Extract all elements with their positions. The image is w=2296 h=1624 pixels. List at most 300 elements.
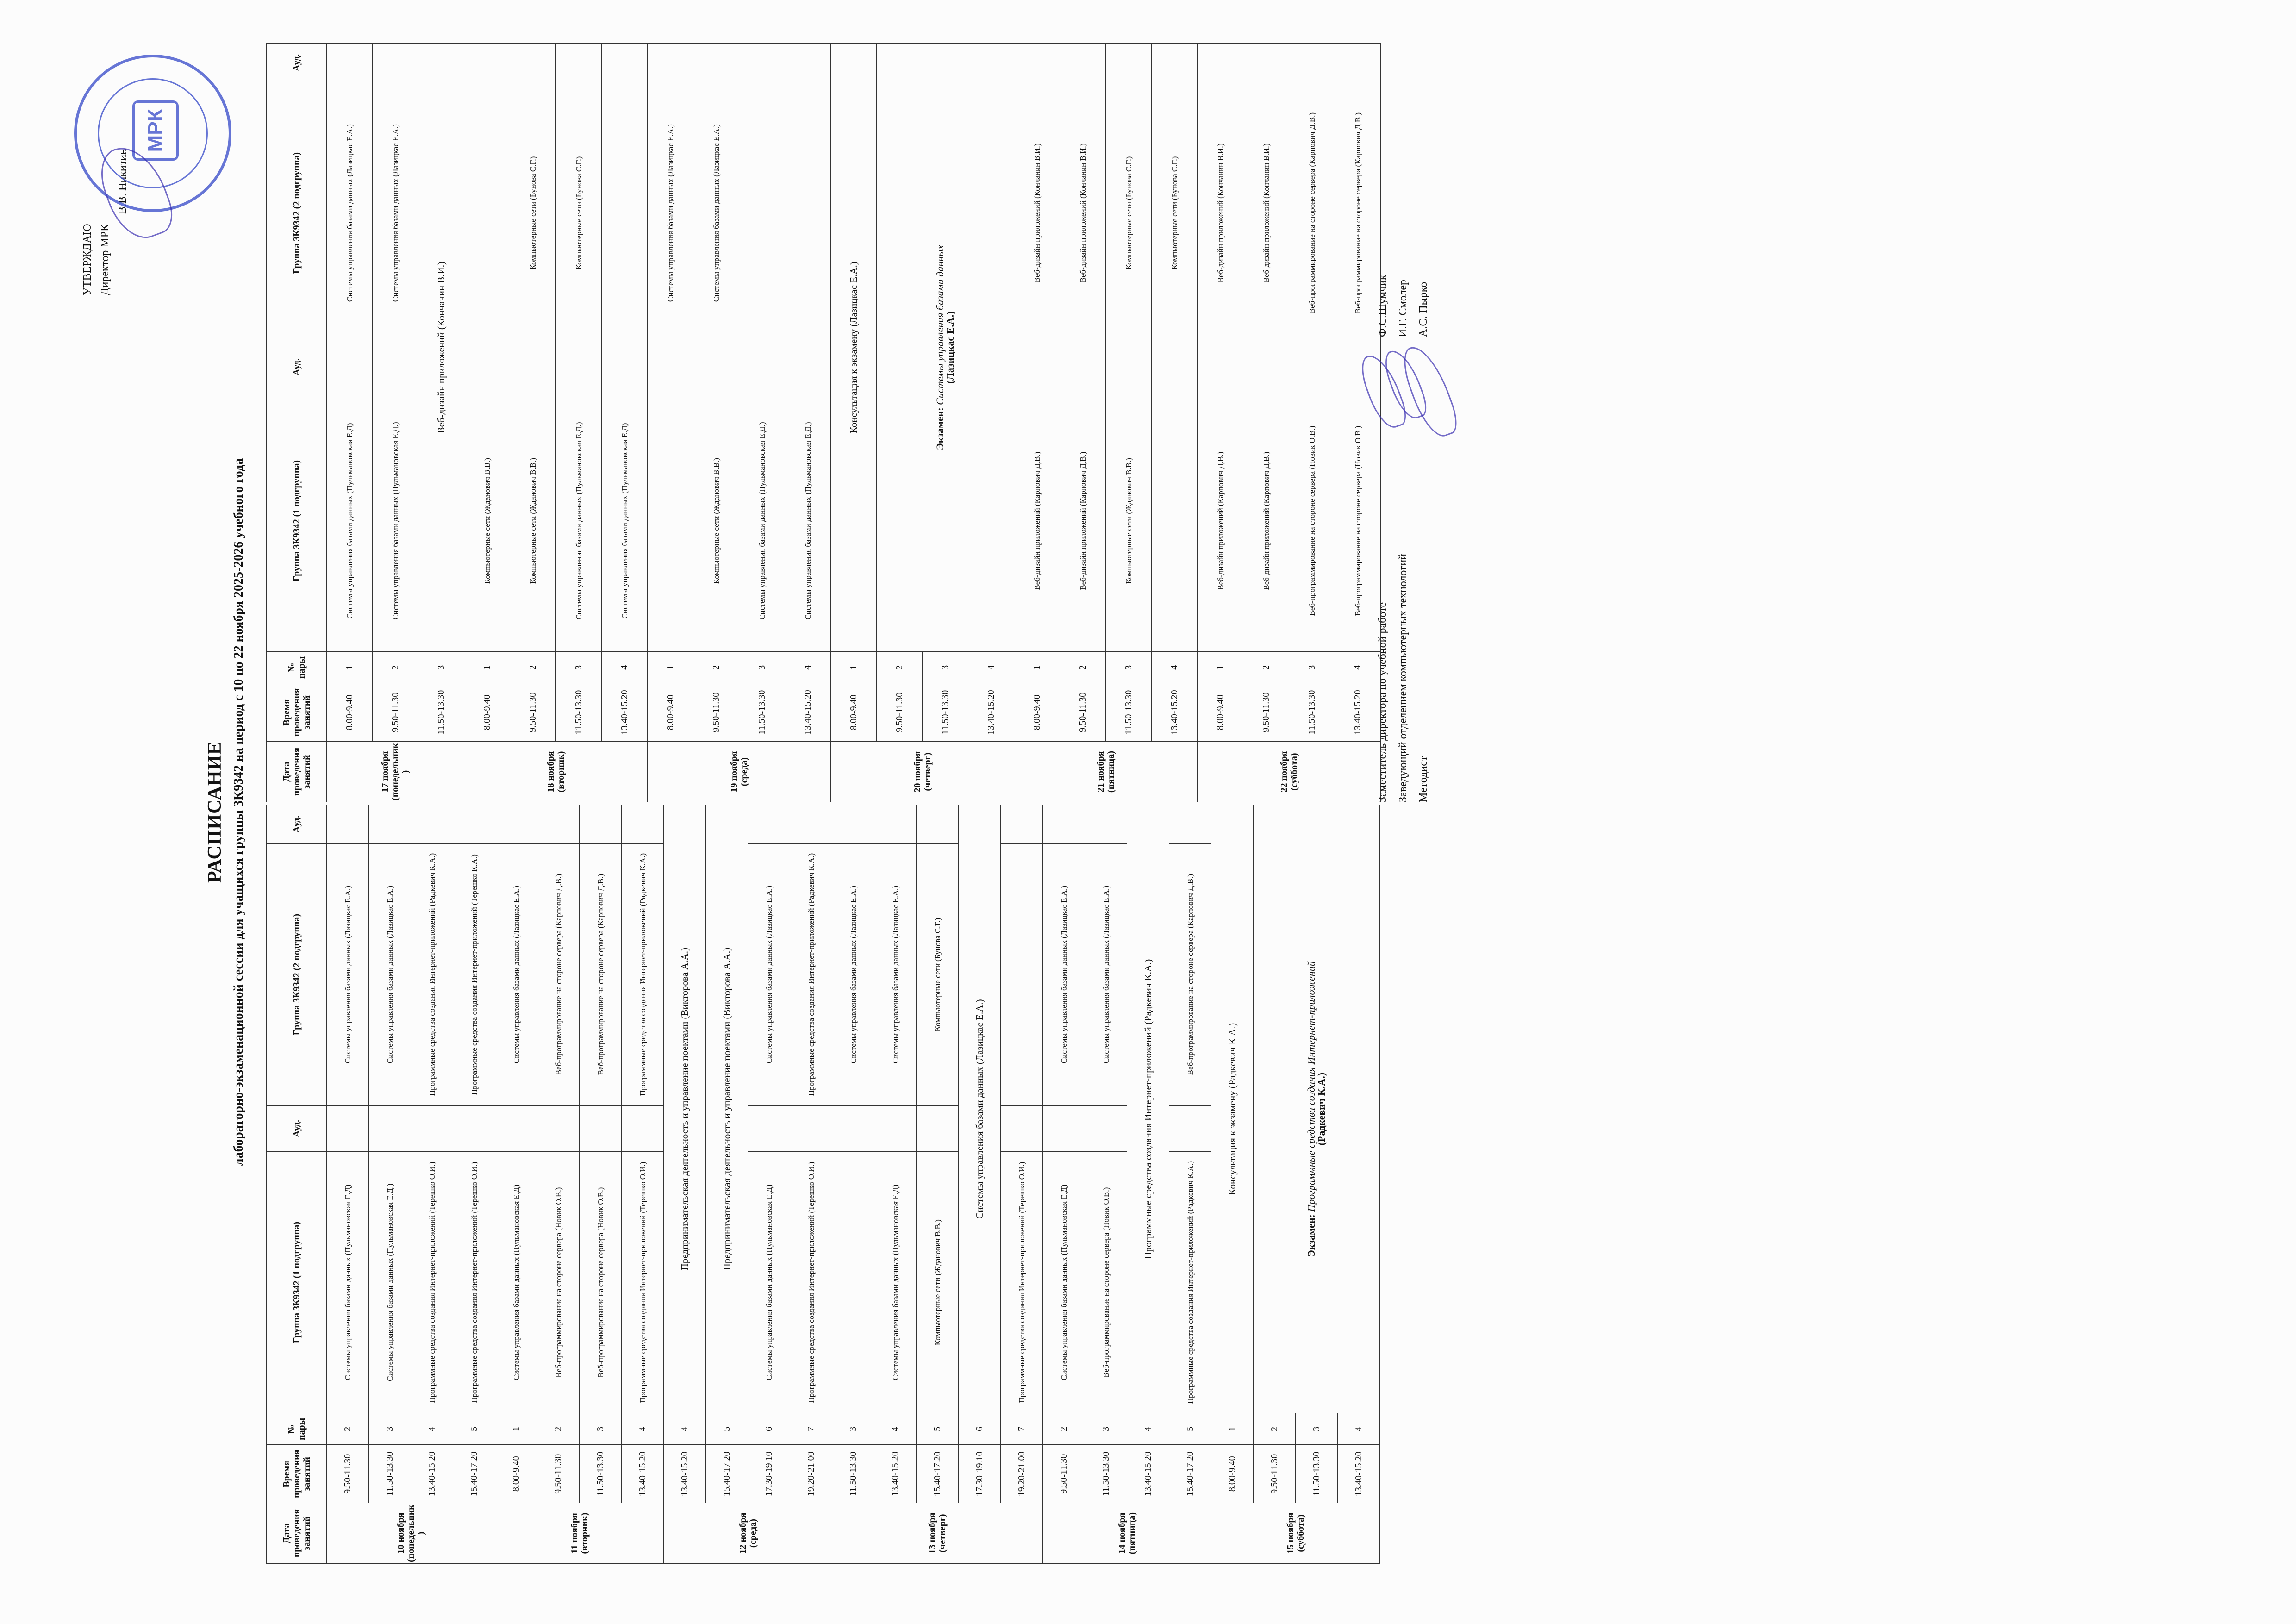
room-cell <box>510 344 556 390</box>
room-cell <box>693 44 739 82</box>
group1-lesson-cell: Системы управления базами данных (Пульмановская Е.Д) <box>748 1151 790 1413</box>
table-row <box>1127 805 1169 1564</box>
room-cell <box>1243 44 1289 82</box>
room-cell <box>580 805 622 844</box>
group2-lesson-cell: Веб-программирование на стороне сервера (Карпович Д.В.) <box>1289 82 1335 344</box>
room-cell <box>1043 1106 1085 1151</box>
pair-cell: 5 <box>1169 1413 1211 1445</box>
pair-cell: 2 <box>537 1413 580 1445</box>
table-row <box>369 805 411 1564</box>
room-cell <box>1106 344 1152 390</box>
time-cell: 13.40-15.20 <box>1338 1445 1380 1503</box>
day-cell: 13 ноября (четверг) <box>832 1503 1043 1564</box>
day-cell: 12 ноября (среда) <box>664 1503 832 1564</box>
col-time: Время проведения занятий <box>267 683 327 742</box>
room-cell <box>495 805 537 844</box>
room-cell <box>1198 44 1243 82</box>
time-cell: 13.40-15.20 <box>874 1445 917 1503</box>
day-cell: 22 ноября (суббота) <box>1198 742 1381 802</box>
group1-lesson-cell: Системы управления базами данных (Пульмановская Е.Д) <box>602 390 648 652</box>
room-cell <box>1106 44 1152 82</box>
pair-cell: 1 <box>495 1413 537 1445</box>
room-cell <box>874 805 917 844</box>
room-cell <box>1289 44 1335 82</box>
table-row <box>411 805 453 1564</box>
group2-lesson-cell: Компьютерные сети (Бунова С.Г.) <box>510 82 556 344</box>
group1-lesson-cell: Веб-программирование на стороне сервера (Новик О.В.) <box>1289 390 1335 652</box>
group2-lesson-cell: Системы управления базами данных (Лазицкас Е.А.) <box>832 843 874 1106</box>
footer-name: А.С. Пырко <box>1417 281 1429 337</box>
room-cell <box>832 805 874 844</box>
table-row <box>832 805 874 1564</box>
group2-lesson-cell <box>1001 843 1043 1106</box>
room-cell <box>622 805 664 844</box>
table-row <box>693 44 739 802</box>
room-cell <box>832 1106 874 1151</box>
exam-cell <box>877 44 1014 652</box>
room-cell <box>648 344 693 390</box>
exam-label: Экзамен: <box>934 407 946 450</box>
time-cell: 15.40-17.20 <box>453 1445 495 1503</box>
room-cell <box>1001 805 1043 844</box>
pair-cell: 2 <box>373 652 418 683</box>
merged-lesson-cell: Системы управления базами данных (Лазицкас Е.А.) <box>959 805 1001 1413</box>
room-cell <box>748 805 790 844</box>
table-row <box>373 44 418 802</box>
time-cell: 9.50-11.30 <box>1060 683 1106 742</box>
room-cell <box>453 805 495 844</box>
pair-cell: 1 <box>831 652 877 683</box>
merged-lesson-cell: Предпринимательская деятельность и управление поектами (Викторова А.А.) <box>664 805 706 1413</box>
col-room: Ауд. <box>267 44 327 82</box>
schedule-table-week2 <box>266 43 1381 802</box>
time-cell: 8.00-9.40 <box>648 683 693 742</box>
time-cell: 9.50-11.30 <box>693 683 739 742</box>
pair-cell: 6 <box>959 1413 1001 1445</box>
pair-cell: 4 <box>602 652 648 683</box>
time-cell: 13.40-15.20 <box>1127 1445 1169 1503</box>
room-cell <box>327 1106 369 1151</box>
room-cell <box>602 344 648 390</box>
group1-lesson-cell: Веб-программирование на стороне сервера (Новик О.В.) <box>1085 1151 1127 1413</box>
pair-cell: 3 <box>739 652 785 683</box>
group2-lesson-cell: Системы управления базами данных (Лазицкас Е.А.) <box>327 843 369 1106</box>
group1-lesson-cell: Веб-программирование на стороне сервера (Новик О.В.) <box>537 1151 580 1413</box>
table-row <box>1014 44 1060 802</box>
table-row <box>1106 44 1152 802</box>
group1-lesson-cell: Программные средства создания Интернет-приложений (Терешко О.И.) <box>453 1151 495 1413</box>
pair-cell: 2 <box>1043 1413 1085 1445</box>
pair-cell: 2 <box>1060 652 1106 683</box>
room-cell <box>453 1106 495 1151</box>
group2-lesson-cell: Программные средства создания Интернет-приложений (Радкевич К.А.) <box>790 843 832 1106</box>
group2-lesson-cell: Веб-программирование на стороне сервера (Карпович Д.В.) <box>1169 843 1211 1106</box>
table-row <box>580 805 622 1564</box>
pair-cell: 3 <box>418 652 464 683</box>
merged-lesson-cell: Консультация к экзамену (Радкевич К.А.) <box>1211 805 1254 1413</box>
group1-lesson-cell: Компьютерные сети (Жданович В.В.) <box>917 1151 959 1413</box>
group1-lesson-cell: Системы управления базами данных (Пульмановская Е.Д) <box>327 390 373 652</box>
pair-cell: 7 <box>790 1413 832 1445</box>
pair-cell: 2 <box>693 652 739 683</box>
time-cell: 15.40-17.20 <box>706 1445 748 1503</box>
table-row <box>1289 44 1335 802</box>
merged-lesson-cell: Программные средства создания Интернет-приложений (Радкевич К.А.) <box>1127 805 1169 1413</box>
time-cell: 9.50-11.30 <box>1254 1445 1296 1503</box>
pair-cell: 2 <box>510 652 556 683</box>
schedule-table-week1 <box>266 805 1380 1564</box>
group2-lesson-cell: Системы управления базами данных (Лазицкас Е.А.) <box>369 843 411 1106</box>
table-row <box>1198 44 1243 802</box>
table-row <box>959 805 1001 1564</box>
time-cell: 8.00-9.40 <box>1014 683 1060 742</box>
pair-cell: 4 <box>785 652 831 683</box>
room-cell <box>411 805 453 844</box>
room-cell <box>580 1106 622 1151</box>
room-cell <box>785 44 831 82</box>
group1-lesson-cell: Программные средства создания Интернет-приложений (Терешко О.И.) <box>1001 1151 1043 1413</box>
room-cell <box>790 1106 832 1151</box>
group1-lesson-cell: Компьютерные сети (Жданович В.В.) <box>1106 390 1152 652</box>
group1-lesson-cell: Веб-дизайн приложений (Карпович Д.В.) <box>1060 390 1106 652</box>
group2-lesson-cell: Системы управления базами данных (Лазицкас Е.А.) <box>1085 843 1127 1106</box>
room-cell <box>1014 344 1060 390</box>
page-title: РАСПИСАНИЕ <box>204 741 225 883</box>
exam-teacher: (Радкевич К.А.) <box>1316 1072 1327 1146</box>
stamp-logo: МРК <box>132 100 179 161</box>
pair-cell: 4 <box>664 1413 706 1445</box>
table-row <box>785 44 831 802</box>
group1-lesson-cell: Системы управления базами данных (Пульмановская Е.Д) <box>1043 1151 1085 1413</box>
table-row <box>622 805 664 1564</box>
room-cell <box>1152 344 1198 390</box>
group2-lesson-cell: Компьютерные сети (Бунова С.Г.) <box>1106 82 1152 344</box>
table-row <box>877 44 923 802</box>
footer-role: Методист <box>1417 756 1429 802</box>
col-room: Ауд. <box>267 805 327 844</box>
table-row <box>748 805 790 1564</box>
room-cell <box>327 805 369 844</box>
room-cell <box>369 1106 411 1151</box>
day-cell: 21 ноября (пятница) <box>1014 742 1198 802</box>
room-cell <box>693 344 739 390</box>
room-cell <box>1085 1106 1127 1151</box>
table-row <box>1060 44 1106 802</box>
time-cell: 8.00-9.40 <box>831 683 877 742</box>
time-cell: 15.40-17.20 <box>917 1445 959 1503</box>
group1-lesson-cell: Компьютерные сети (Жданович В.В.) <box>464 390 510 652</box>
time-cell: 9.50-11.30 <box>1243 683 1289 742</box>
footer-name: Ф.С.Шумчик <box>1377 275 1389 337</box>
time-cell: 11.50-13.30 <box>556 683 602 742</box>
pair-cell: 4 <box>1335 652 1381 683</box>
pair-cell: 4 <box>411 1413 453 1445</box>
day-cell: 10 ноября (понедельник) <box>327 1503 495 1564</box>
approval-signature-name: В.В. Никитин <box>117 149 129 214</box>
table-row <box>739 44 785 802</box>
pair-cell: 4 <box>1152 652 1198 683</box>
room-cell <box>411 1106 453 1151</box>
room-cell <box>464 344 510 390</box>
room-cell <box>785 344 831 390</box>
table-row <box>831 44 877 802</box>
pair-cell: 3 <box>1289 652 1335 683</box>
table-row <box>327 44 373 802</box>
pair-cell: 5 <box>453 1413 495 1445</box>
room-cell <box>327 44 373 82</box>
group2-lesson-cell: Компьютерные сети (Бунова С.Г.) <box>556 82 602 344</box>
pair-cell: 3 <box>832 1413 874 1445</box>
pair-cell: 1 <box>1014 652 1060 683</box>
exam-label: Экзамен: <box>1305 1214 1317 1257</box>
room-cell <box>874 1106 917 1151</box>
table-row <box>1211 805 1254 1564</box>
room-cell <box>1001 1106 1043 1151</box>
pair-cell: 4 <box>1338 1413 1380 1445</box>
room-cell <box>1043 805 1085 844</box>
group1-lesson-cell: Системы управления базами данных (Пульмановская Е.Д.) <box>556 390 602 652</box>
room-cell <box>327 344 373 390</box>
time-cell: 11.50-13.30 <box>1106 683 1152 742</box>
exam-cell <box>1254 805 1380 1413</box>
group2-lesson-cell: Программные средства создания Интернет-приложений (Терешко К.А.) <box>453 843 495 1106</box>
pair-cell: 4 <box>968 652 1014 683</box>
table-row <box>602 44 648 802</box>
room-cell <box>1169 1106 1211 1151</box>
group1-lesson-cell: Системы управления базами данных (Пульмановская Е.Д) <box>874 1151 917 1413</box>
pair-cell: 4 <box>622 1413 664 1445</box>
time-cell: 15.40-17.20 <box>1169 1445 1211 1503</box>
time-cell: 11.50-13.30 <box>418 683 464 742</box>
col-time: Время проведения занятий <box>267 1445 327 1503</box>
pair-cell: 6 <box>748 1413 790 1445</box>
table-row <box>556 44 602 802</box>
col-room: Ауд. <box>267 1106 327 1151</box>
table-row <box>706 805 748 1564</box>
group1-lesson-cell: Системы управления базами данных (Пульмановская Е.Д.) <box>785 390 831 652</box>
group1-lesson-cell: Программные средства создания Интернет-приложений (Радкевич К.А.) <box>1169 1151 1211 1413</box>
day-cell: 11 ноября (вторник) <box>495 1503 664 1564</box>
approval-position: Директор МРК <box>99 224 111 295</box>
group2-lesson-cell <box>785 82 831 344</box>
group2-lesson-cell: Системы управления базами данных (Лазицкас Е.А.) <box>748 843 790 1106</box>
pair-cell: 2 <box>1243 652 1289 683</box>
time-cell: 13.40-15.20 <box>622 1445 664 1503</box>
group2-lesson-cell: Веб-дизайн приложений (Кончанин В.И.) <box>1060 82 1106 344</box>
pair-cell: 5 <box>706 1413 748 1445</box>
day-cell: 18 ноября (вторник) <box>464 742 648 802</box>
group1-lesson-cell: Веб-программирование на стороне сервера (Новик О.В.) <box>580 1151 622 1413</box>
room-cell <box>373 344 418 390</box>
room-cell <box>495 1106 537 1151</box>
footer-name: И.Г. Смолер <box>1397 279 1409 337</box>
col-group1: Группа 3К9342 (1 подгруппа) <box>267 1151 327 1413</box>
room-cell <box>648 44 693 82</box>
col-pair: № пары <box>267 652 327 683</box>
room-cell <box>537 1106 580 1151</box>
group1-lesson-cell: Веб-программирование на стороне сервера (Новик О.В.) <box>1335 390 1381 652</box>
time-cell: 13.40-15.20 <box>664 1445 706 1503</box>
room-cell <box>1060 44 1106 82</box>
group2-lesson-cell: Веб-дизайн приложений (Кончанин В.И.) <box>1243 82 1289 344</box>
time-cell: 11.50-13.30 <box>1296 1445 1338 1503</box>
table-row <box>453 805 495 1564</box>
time-cell: 11.50-13.30 <box>739 683 785 742</box>
pair-cell: 3 <box>1296 1413 1338 1445</box>
group2-lesson-cell: Системы управления базами данных (Лазицкас Е.А.) <box>327 82 373 344</box>
time-cell: 8.00-9.40 <box>1198 683 1243 742</box>
room-cell <box>510 44 556 82</box>
pair-cell: 3 <box>369 1413 411 1445</box>
footer-role: Заведующий отделением компьютерных технологий <box>1397 554 1409 802</box>
room-cell <box>1243 344 1289 390</box>
group1-lesson-cell <box>832 1151 874 1413</box>
time-cell: 17.30-19.10 <box>959 1445 1001 1503</box>
pair-cell: 1 <box>648 652 693 683</box>
time-cell: 9.50-11.30 <box>510 683 556 742</box>
table-row <box>1254 805 1296 1564</box>
group1-lesson-cell: Компьютерные сети (Жданович В.В.) <box>510 390 556 652</box>
time-cell: 8.00-9.40 <box>1211 1445 1254 1503</box>
day-cell: 14 ноября (пятница) <box>1043 1503 1211 1564</box>
time-cell: 9.50-11.30 <box>877 683 923 742</box>
time-cell: 11.50-13.30 <box>369 1445 411 1503</box>
table-row <box>495 805 537 1564</box>
pair-cell: 1 <box>1198 652 1243 683</box>
room-cell <box>1335 44 1381 82</box>
pair-cell: 4 <box>1127 1413 1169 1445</box>
table-row <box>1001 805 1043 1564</box>
pair-cell: 4 <box>874 1413 917 1445</box>
group1-lesson-cell: Веб-дизайн приложений (Карпович Д.В.) <box>1014 390 1060 652</box>
group2-lesson-cell <box>739 82 785 344</box>
pair-cell: 1 <box>1211 1413 1254 1445</box>
group2-lesson-cell <box>464 82 510 344</box>
pair-cell: 3 <box>1106 652 1152 683</box>
time-cell: 9.50-11.30 <box>1043 1445 1085 1503</box>
room-cell <box>537 805 580 844</box>
table-row <box>917 805 959 1564</box>
time-cell: 13.40-15.20 <box>602 683 648 742</box>
exam-subject: Системы управления базами данных <box>934 245 946 405</box>
pair-cell: 1 <box>327 652 373 683</box>
time-cell: 11.50-13.30 <box>832 1445 874 1503</box>
room-cell <box>602 44 648 82</box>
group1-lesson-cell: Веб-дизайн приложений (Карпович Д.В.) <box>1198 390 1243 652</box>
room-cell <box>1060 344 1106 390</box>
group1-lesson-cell: Программные средства создания Интернет-приложений (Терешко О.И.) <box>622 1151 664 1413</box>
time-cell: 11.50-13.30 <box>1085 1445 1127 1503</box>
time-cell: 13.40-15.20 <box>785 683 831 742</box>
time-cell: 13.40-15.20 <box>968 683 1014 742</box>
time-cell: 11.50-13.30 <box>580 1445 622 1503</box>
group2-lesson-cell: Компьютерные сети (Бунова С.Г.) <box>1152 82 1198 344</box>
table-row <box>418 44 464 802</box>
group2-lesson-cell: Веб-программирование на стороне сервера (Карпович Д.В.) <box>537 843 580 1106</box>
col-group2: Группа 3К9342 (2 подгруппа) <box>267 843 327 1106</box>
room-cell <box>917 1106 959 1151</box>
merged-lesson-cell: Консультация к экзамену (Лазицкас Е.А.) <box>831 44 877 652</box>
group2-lesson-cell: Компьютерные сети (Бунова С.Г.) <box>917 843 959 1106</box>
time-cell: 9.50-11.30 <box>327 1445 369 1503</box>
pair-cell: 2 <box>1254 1413 1296 1445</box>
time-cell: 13.40-15.20 <box>411 1445 453 1503</box>
page-subtitle: лабораторно-экзаменационной сессии для учащихся группы 3К9342 на период с 10 по 22 ноября 2025-2026 учебного года <box>231 458 246 1166</box>
pair-cell: 1 <box>464 652 510 683</box>
room-cell <box>1169 805 1211 844</box>
group1-lesson-cell: Системы управления базами данных (Пульмановская Е.Д) <box>495 1151 537 1413</box>
col-pair: № пары <box>267 1413 327 1445</box>
day-cell: 17 ноября (понедельник) <box>327 742 464 802</box>
pair-cell: 7 <box>1001 1413 1043 1445</box>
table-row <box>790 805 832 1564</box>
table-row <box>1043 805 1085 1564</box>
pair-cell: 5 <box>917 1413 959 1445</box>
group2-lesson-cell: Системы управления базами данных (Лазицкас Е.А.) <box>693 82 739 344</box>
time-cell: 19.20-21.00 <box>790 1445 832 1503</box>
time-cell: 9.50-11.30 <box>373 683 418 742</box>
group2-lesson-cell: Веб-программирование на стороне сервера (Карпович Д.В.) <box>580 843 622 1106</box>
pair-cell: 3 <box>923 652 968 683</box>
footer-names <box>1373 275 1434 337</box>
table-row <box>664 805 706 1564</box>
exam-subject: Программные средства создания Интернет-приложений <box>1305 961 1317 1212</box>
time-cell: 11.50-13.30 <box>923 683 968 742</box>
group2-lesson-cell: Программные средства создания Интернет-приложений (Радкевич К.А.) <box>622 843 664 1106</box>
room-cell <box>1289 344 1335 390</box>
time-cell: 19.20-21.00 <box>1001 1445 1043 1503</box>
table-row <box>510 44 556 802</box>
table-row <box>1152 44 1198 802</box>
table-row <box>648 44 693 802</box>
day-cell: 15 ноября (суббота) <box>1211 1503 1380 1564</box>
room-cell <box>739 44 785 82</box>
room-cell <box>369 805 411 844</box>
group2-lesson-cell: Веб-дизайн приложений (Кончанин В.И.) <box>1198 82 1243 344</box>
room-cell <box>790 805 832 844</box>
time-cell: 13.40-15.20 <box>1152 683 1198 742</box>
group1-lesson-cell: Веб-дизайн приложений (Карпович Д.В.) <box>1243 390 1289 652</box>
group2-lesson-cell: Веб-дизайн приложений (Кончанин В.И.) <box>1014 82 1060 344</box>
merged-lesson-cell: Предпринимательская деятельность и управление поектами (Викторова А.А.) <box>706 805 748 1413</box>
exam-teacher: (Лазицкас Е.А.) <box>944 311 956 384</box>
room-cell <box>556 344 602 390</box>
group1-lesson-cell: Программные средства создания Интернет-приложений (Терешко О.И.) <box>790 1151 832 1413</box>
group1-lesson-cell <box>1152 390 1198 652</box>
pair-cell: 3 <box>556 652 602 683</box>
room-cell <box>748 1106 790 1151</box>
room-cell <box>1152 44 1198 82</box>
group2-lesson-cell: Системы управления базами данных (Лазицкас Е.А.) <box>495 843 537 1106</box>
group1-lesson-cell: Системы управления базами данных (Пульмановская Е.Д) <box>327 1151 369 1413</box>
group2-lesson-cell: Системы управления базами данных (Лазицкас Е.А.) <box>874 843 917 1106</box>
merged-lesson-cell: Веб-дизайн приложений (Кончанин В.И.) <box>418 44 464 652</box>
table-row <box>1243 44 1289 802</box>
room-cell <box>373 44 418 82</box>
pair-cell: 3 <box>1085 1413 1127 1445</box>
group1-lesson-cell: Системы управления базами данных (Пульмановская Е.Д.) <box>369 1151 411 1413</box>
group1-lesson-cell: Компьютерные сети (Жданович В.В.) <box>693 390 739 652</box>
col-group1: Группа 3К9342 (1 подгруппа) <box>267 390 327 652</box>
col-date: Дата проведения занятий <box>267 742 327 802</box>
time-cell: 11.50-13.30 <box>1289 683 1335 742</box>
table-row <box>874 805 917 1564</box>
table-row <box>464 44 510 802</box>
group1-lesson-cell: Системы управления базами данных (Пульмановская Е.Д.) <box>373 390 418 652</box>
time-cell: 8.00-9.40 <box>464 683 510 742</box>
group2-lesson-cell: Системы управления базами данных (Лазицкас Е.А.) <box>648 82 693 344</box>
group1-lesson-cell <box>648 390 693 652</box>
